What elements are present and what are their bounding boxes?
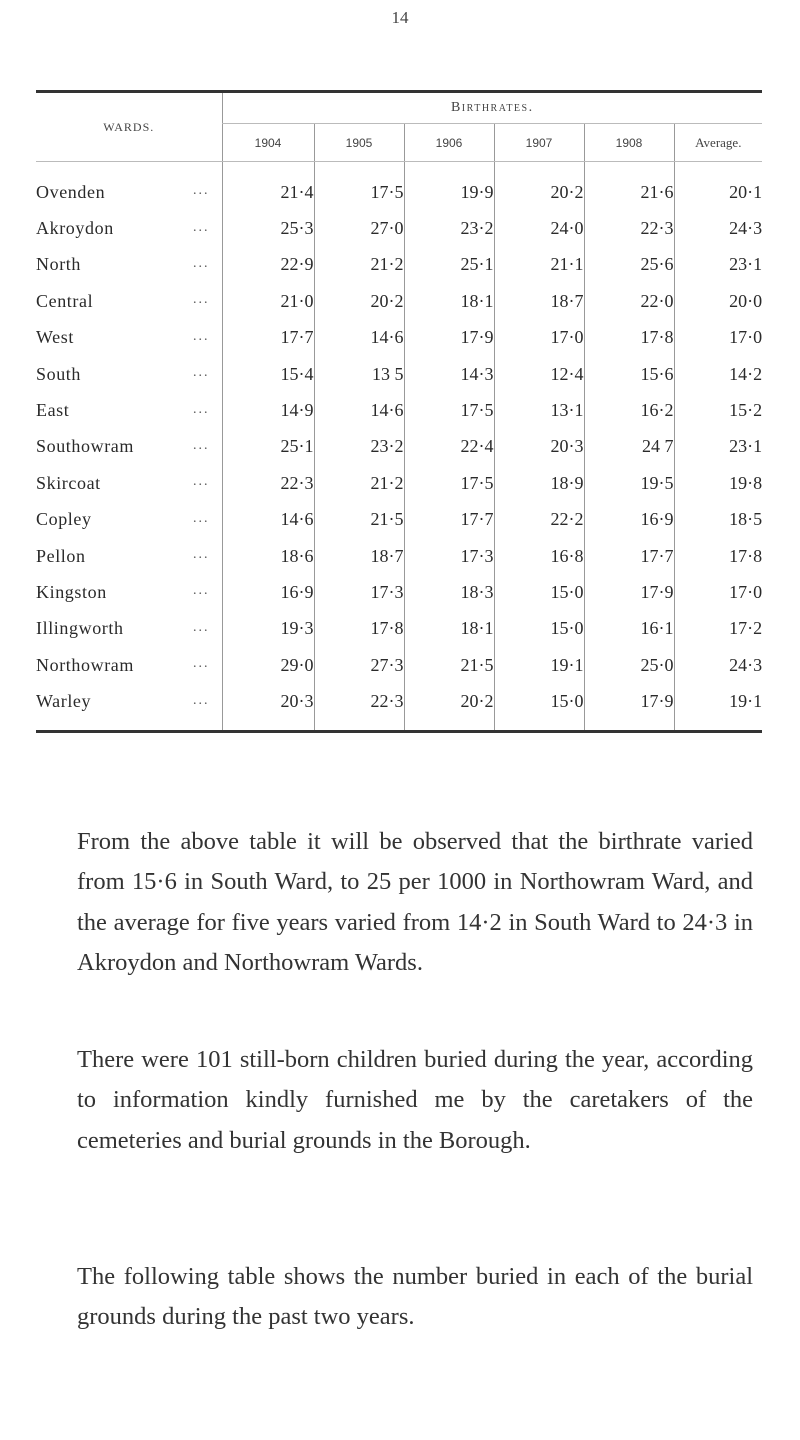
rate-cell: 15·0 <box>494 574 584 610</box>
rate-cell: 20·3 <box>494 429 584 465</box>
table-row <box>36 611 762 647</box>
table-row <box>36 356 762 392</box>
ward-name <box>36 283 222 319</box>
rate-cell: 27·3 <box>314 647 404 683</box>
ward-label: Pellon <box>36 545 86 566</box>
year-header: 1906 <box>404 124 494 162</box>
rate-cell: 25·3 <box>222 210 314 246</box>
rate-cell: 15·0 <box>494 611 584 647</box>
rate-cell: 22·3 <box>314 683 404 719</box>
year-header: Average. <box>674 124 762 162</box>
rate-cell: 25·1 <box>222 429 314 465</box>
rate-cell: 23·2 <box>314 429 404 465</box>
rate-cell: 19·9 <box>404 174 494 210</box>
rate-cell: 21·0 <box>222 283 314 319</box>
rate-cell: 24 7 <box>584 429 674 465</box>
ward-label: Warley <box>36 691 92 712</box>
rate-cell: 24·3 <box>674 647 762 683</box>
rate-cell: 15·6 <box>584 356 674 392</box>
ward-label: Skircoat <box>36 472 101 493</box>
rate-cell: 17·9 <box>584 683 674 719</box>
leader-dots: ... <box>193 510 210 526</box>
rate-cell: 20·2 <box>494 174 584 210</box>
table-row <box>36 647 762 683</box>
table-row <box>36 210 762 246</box>
leader-dots: ... <box>193 256 210 272</box>
rate-cell: 19·1 <box>674 683 762 719</box>
rate-cell: 17·7 <box>584 538 674 574</box>
rate-cell: 20·0 <box>674 283 762 319</box>
rate-cell: 16·9 <box>222 574 314 610</box>
table-row <box>36 465 762 501</box>
rate-cell: 17·5 <box>314 174 404 210</box>
rate-cell: 18·5 <box>674 502 762 538</box>
ward-name <box>36 174 222 210</box>
rate-cell: 20·3 <box>222 683 314 719</box>
year-header: 1904 <box>222 124 314 162</box>
rate-cell: 17·7 <box>404 502 494 538</box>
leader-dots: ... <box>193 183 210 199</box>
table-row <box>36 502 762 538</box>
ward-name <box>36 320 222 356</box>
leader-dots: ... <box>193 583 210 599</box>
rate-cell: 18·7 <box>494 283 584 319</box>
leader-dots: ... <box>193 474 210 490</box>
rate-cell: 20·1 <box>674 174 762 210</box>
ward-label: West <box>36 327 74 348</box>
rate-cell: 21·5 <box>314 502 404 538</box>
ward-name <box>36 574 222 610</box>
rate-cell: 22·3 <box>584 210 674 246</box>
rate-cell: 21·2 <box>314 247 404 283</box>
rate-cell: 27·0 <box>314 210 404 246</box>
rate-cell: 19·8 <box>674 465 762 501</box>
paragraph-following-table: The following table shows the number buried in each of the burial grounds during the past two years. <box>77 1262 753 1330</box>
rate-cell: 16·9 <box>584 502 674 538</box>
ward-label: Central <box>36 290 94 311</box>
ward-name <box>36 683 222 719</box>
wards-column-header: WARDS. <box>36 93 222 162</box>
ward-name <box>36 647 222 683</box>
ward-label: Ovenden <box>36 181 106 202</box>
page-number: 14 <box>391 8 409 27</box>
rate-cell: 14·9 <box>222 392 314 428</box>
table-row <box>36 247 762 283</box>
rate-cell: 18·1 <box>404 611 494 647</box>
rate-cell: 29·0 <box>222 647 314 683</box>
leader-dots: ... <box>193 547 210 563</box>
ward-name <box>36 392 222 428</box>
table-body <box>36 162 762 730</box>
leader-dots: ... <box>193 219 210 235</box>
year-header: 1908 <box>584 124 674 162</box>
rate-cell: 20·2 <box>314 283 404 319</box>
rate-cell: 23·1 <box>674 247 762 283</box>
rate-cell: 17·9 <box>584 574 674 610</box>
rate-cell: 18·7 <box>314 538 404 574</box>
table-row <box>36 283 762 319</box>
rate-cell: 17·9 <box>404 320 494 356</box>
rate-cell: 22·0 <box>584 283 674 319</box>
rate-cell: 23·2 <box>404 210 494 246</box>
ward-label: Illingworth <box>36 618 124 639</box>
rate-cell: 22·4 <box>404 429 494 465</box>
rate-cell: 23·1 <box>674 429 762 465</box>
leader-dots: ... <box>193 656 210 672</box>
ward-label: Southowram <box>36 436 134 457</box>
rate-cell: 14·3 <box>404 356 494 392</box>
ward-label: North <box>36 254 81 275</box>
ward-name <box>36 429 222 465</box>
rate-cell: 21·6 <box>584 174 674 210</box>
rate-cell: 18·9 <box>494 465 584 501</box>
rate-cell: 12·4 <box>494 356 584 392</box>
rate-cell: 14·2 <box>674 356 762 392</box>
birthrates-table <box>36 90 762 733</box>
rate-cell: 21·4 <box>222 174 314 210</box>
rate-cell: 22·2 <box>494 502 584 538</box>
rate-cell: 16·2 <box>584 392 674 428</box>
leader-dots: ... <box>193 692 210 708</box>
rate-cell: 14·6 <box>314 392 404 428</box>
paragraph-still-born: There were 101 still-born children buried during the year, according to information kindly furnished me by the caretakers of the cemeteries and burial grounds in the Borough. <box>77 1045 753 1154</box>
rate-cell: 21·1 <box>494 247 584 283</box>
leader-dots: ... <box>193 620 210 636</box>
table-row <box>36 574 762 610</box>
rate-cell: 18·1 <box>404 283 494 319</box>
leader-dots: ... <box>193 328 210 344</box>
rate-cell: 17·8 <box>314 611 404 647</box>
rate-cell: 21·2 <box>314 465 404 501</box>
table-row <box>36 174 762 210</box>
rate-cell: 16·8 <box>494 538 584 574</box>
rate-cell: 22·9 <box>222 247 314 283</box>
rate-cell: 17·2 <box>674 611 762 647</box>
rate-cell: 15·0 <box>494 683 584 719</box>
rate-cell: 25·6 <box>584 247 674 283</box>
year-header: 1907 <box>494 124 584 162</box>
table-row <box>36 429 762 465</box>
ward-label: Northowram <box>36 654 134 675</box>
rate-cell: 17·0 <box>674 574 762 610</box>
rate-cell: 22·3 <box>222 465 314 501</box>
rate-cell: 25·1 <box>404 247 494 283</box>
rate-cell: 15·4 <box>222 356 314 392</box>
ward-name <box>36 465 222 501</box>
ward-label: South <box>36 363 82 384</box>
leader-dots: ... <box>193 292 210 308</box>
rate-cell: 15·2 <box>674 392 762 428</box>
leader-dots: ... <box>193 438 210 454</box>
ward-name <box>36 247 222 283</box>
rate-cell: 18·6 <box>222 538 314 574</box>
rate-cell: 17·5 <box>404 465 494 501</box>
ward-name <box>36 356 222 392</box>
rate-cell: 17·3 <box>314 574 404 610</box>
rate-cell: 19·5 <box>584 465 674 501</box>
ward-label: Copley <box>36 509 92 530</box>
rate-cell: 21·5 <box>404 647 494 683</box>
rate-cell: 17·0 <box>494 320 584 356</box>
ward-label: Kingston <box>36 581 107 602</box>
ward-name <box>36 538 222 574</box>
rate-cell: 17·8 <box>674 538 762 574</box>
rate-cell: 17·8 <box>584 320 674 356</box>
rate-cell: 24·0 <box>494 210 584 246</box>
rate-cell: 13·1 <box>494 392 584 428</box>
rate-cell: 16·1 <box>584 611 674 647</box>
rate-cell: 24·3 <box>674 210 762 246</box>
ward-name <box>36 611 222 647</box>
rate-cell: 14·6 <box>314 320 404 356</box>
rate-cell: 17·0 <box>674 320 762 356</box>
ward-label: Akroydon <box>36 218 114 239</box>
rate-cell: 19·1 <box>494 647 584 683</box>
rate-cell: 19·3 <box>222 611 314 647</box>
rate-cell: 25·0 <box>584 647 674 683</box>
leader-dots: ... <box>193 401 210 417</box>
rate-cell: 17·7 <box>222 320 314 356</box>
rate-cell: 17·3 <box>404 538 494 574</box>
table-row <box>36 683 762 719</box>
table-row <box>36 392 762 428</box>
ward-label: East <box>36 400 70 421</box>
rate-cell: 13 5 <box>314 356 404 392</box>
rate-cell: 17·5 <box>404 392 494 428</box>
paragraph-birthrate-summary: From the above table it will be observed that the birthrate varied from 15·6 in South Ward, to 25 per 1000 in Northowram Ward, and the average for five years varied from 14·2 in South Ward to 24·3 in Akroydon and Northowram Wards. <box>77 827 753 976</box>
rate-cell: 14·6 <box>222 502 314 538</box>
rate-cell: 20·2 <box>404 683 494 719</box>
table-row <box>36 538 762 574</box>
ward-name <box>36 502 222 538</box>
year-header: 1905 <box>314 124 404 162</box>
ward-name <box>36 210 222 246</box>
table-row <box>36 320 762 356</box>
birthrates-group-header: Birthrates. <box>222 93 762 124</box>
rate-cell: 18·3 <box>404 574 494 610</box>
leader-dots: ... <box>193 365 210 381</box>
